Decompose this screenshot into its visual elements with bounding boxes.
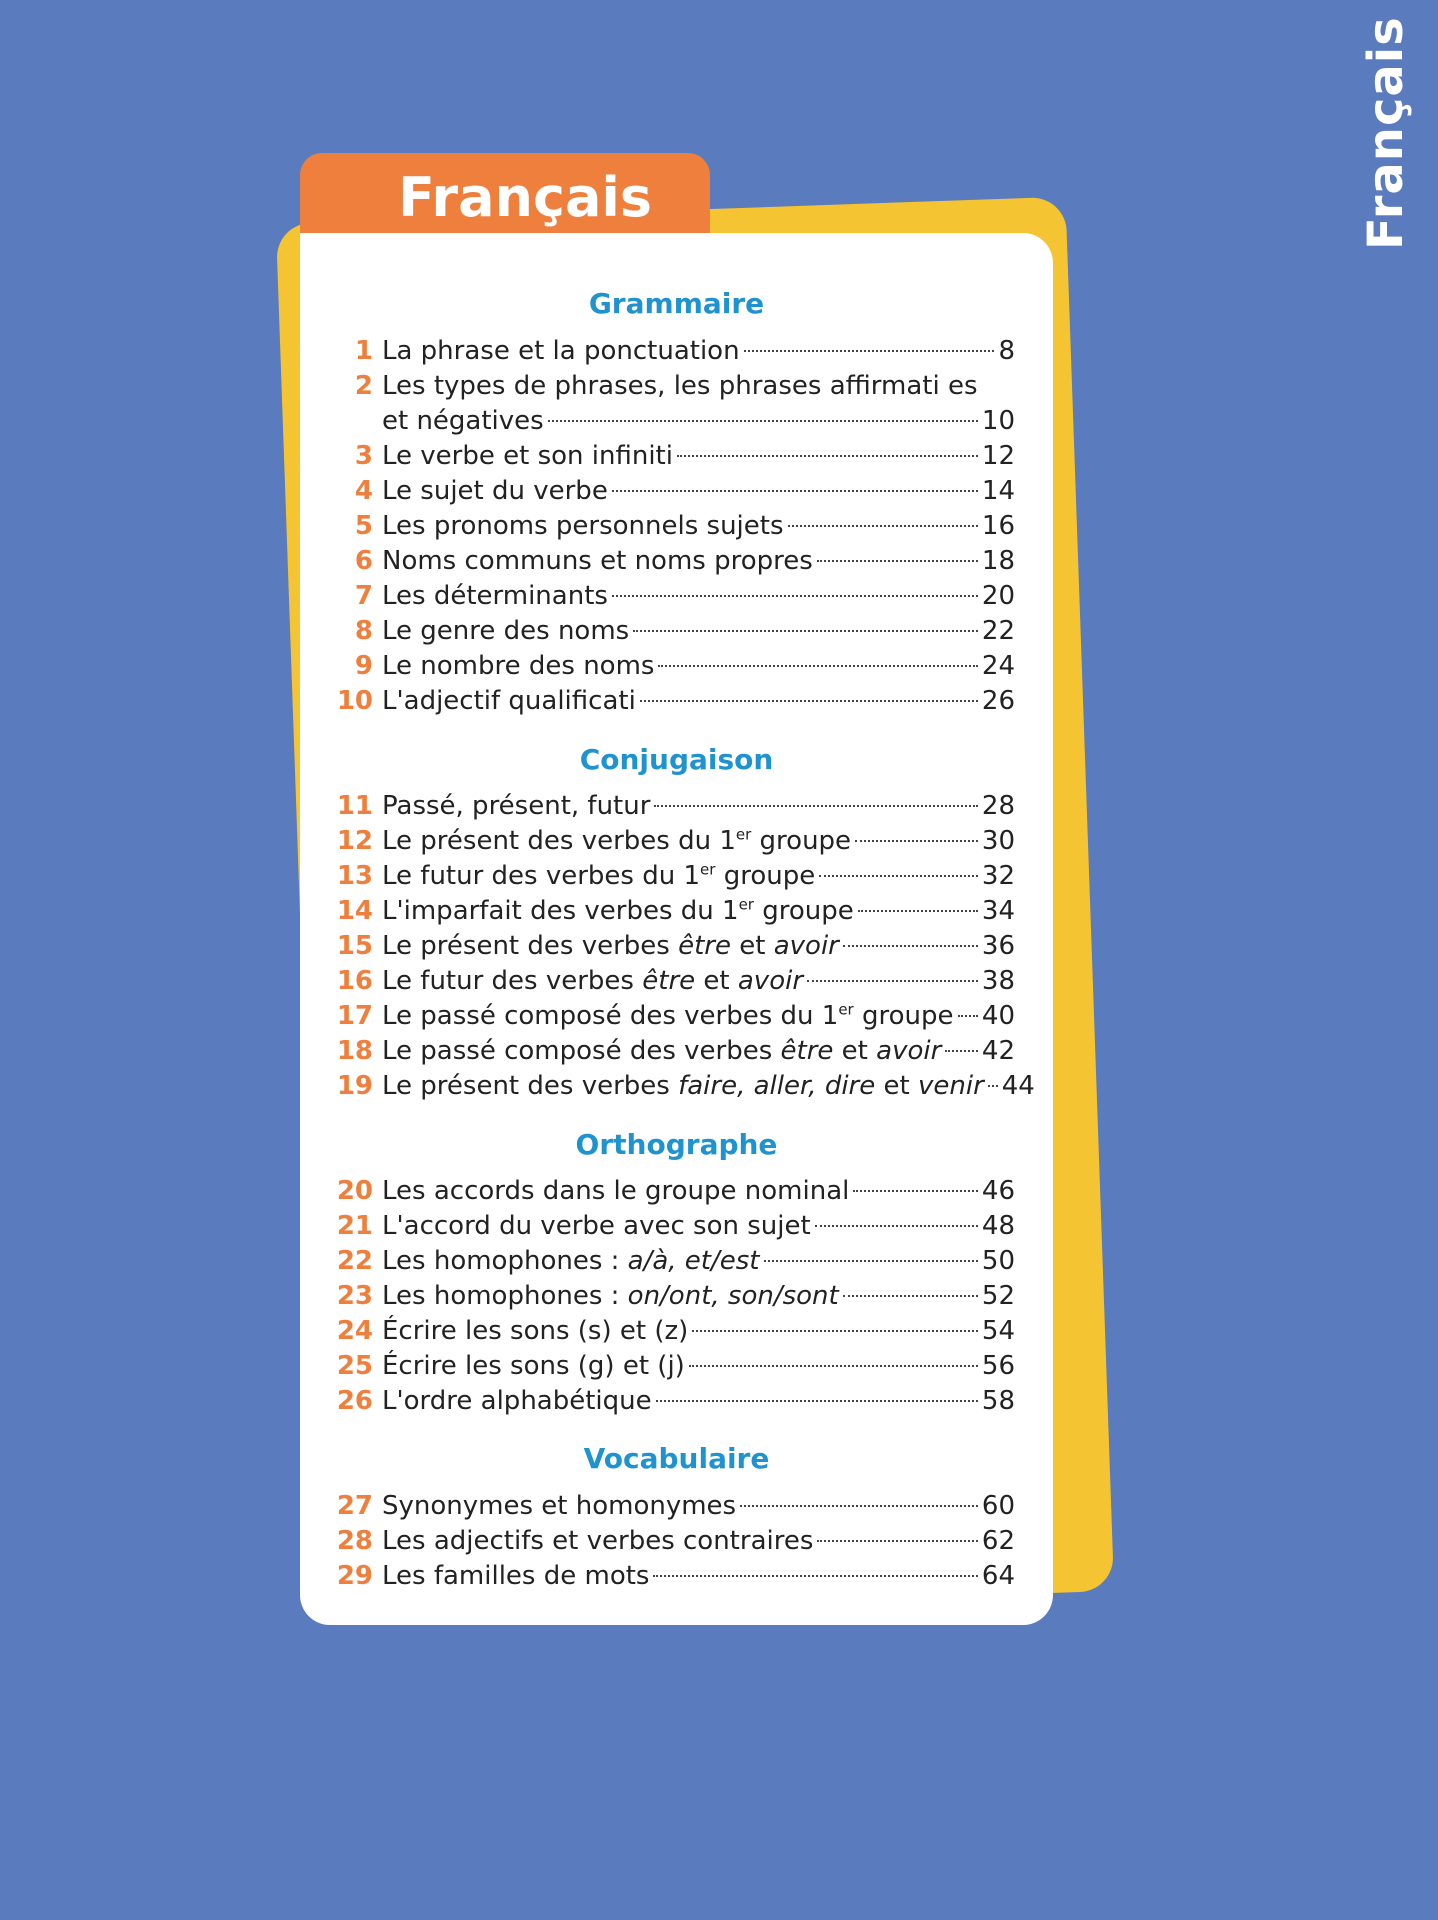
toc-entry[interactable] <box>335 789 1015 824</box>
side-title: Français <box>1358 16 1414 250</box>
toc-entry[interactable] <box>335 1384 1015 1419</box>
toc-entry-number: 22 <box>336 1246 373 1276</box>
toc-entry-title-continuation: et négatives <box>382 406 544 436</box>
toc-entry-number: 25 <box>336 1351 373 1381</box>
toc-entry-number: 26 <box>336 1386 373 1416</box>
toc-entry[interactable] <box>335 1069 1035 1104</box>
dot-leader <box>612 490 978 492</box>
toc-entry-page: 18 <box>981 546 1015 576</box>
dot-leader <box>815 1225 978 1227</box>
dot-leader <box>548 420 978 422</box>
toc-entry-title: Le passé composé des verbes du 1er groupe <box>382 1000 954 1031</box>
dot-leader <box>744 350 995 352</box>
toc-entry-page: 26 <box>981 686 1015 716</box>
toc-entry-page: 22 <box>981 616 1015 646</box>
dot-leader <box>692 1330 978 1332</box>
toc-entry-title: Passé, présent, futur <box>382 791 651 821</box>
dot-leader <box>612 595 978 597</box>
toc-entry-page: 16 <box>981 511 1015 541</box>
dot-leader <box>843 945 978 947</box>
toc-entry-title: Le présent des verbes être et avoir <box>382 931 839 961</box>
toc-entry-page: 36 <box>981 931 1015 961</box>
toc-entry[interactable] <box>335 579 1015 614</box>
toc-entry-title: Le futur des verbes être et avoir <box>382 966 804 996</box>
toc-entry-page: 14 <box>981 476 1015 506</box>
toc-entry-number: 5 <box>354 511 373 541</box>
toc-card <box>300 233 1053 1625</box>
toc-entry[interactable] <box>335 1314 1015 1349</box>
toc-entry-title: L'adjectif qualificati <box>382 686 636 716</box>
toc-entry[interactable] <box>335 474 1015 509</box>
toc-entry-number: 14 <box>336 896 373 926</box>
toc-entry-page: 62 <box>981 1526 1015 1556</box>
dot-leader <box>945 1050 978 1052</box>
toc-entry[interactable] <box>335 1559 1015 1594</box>
toc-entry-title: Le présent des verbes faire, aller, dire et venir <box>382 1071 984 1101</box>
toc-entry-number: 13 <box>336 861 373 891</box>
toc-entry-number: 17 <box>336 1001 373 1031</box>
toc-entry-number: 16 <box>336 966 373 996</box>
toc-entry-page: 30 <box>981 826 1015 856</box>
toc-entry[interactable] <box>335 1174 1015 1209</box>
toc-entry-title: Noms communs et noms propres <box>382 546 813 576</box>
toc-entry-title: Écrire les sons (s) et (z) <box>382 1316 689 1346</box>
dot-leader <box>788 525 978 527</box>
toc-entry[interactable] <box>335 999 1015 1034</box>
toc-entry-page: 42 <box>981 1036 1015 1066</box>
toc-entry-page: 48 <box>981 1211 1015 1241</box>
toc-entry-title: Synonymes et homonymes <box>382 1491 737 1521</box>
toc-entry-number: 10 <box>336 686 373 716</box>
dot-leader <box>656 1400 978 1402</box>
toc-entry[interactable] <box>335 684 1015 719</box>
toc-entry-page: 56 <box>981 1351 1015 1381</box>
toc-entry-title: L'ordre alphabétique <box>382 1386 652 1416</box>
dot-leader <box>677 455 978 457</box>
toc-entry-page: 46 <box>981 1176 1015 1206</box>
dot-leader <box>819 875 978 877</box>
toc-entry[interactable] <box>335 1524 1015 1559</box>
toc-entry[interactable] <box>335 369 1015 404</box>
toc-entry-title: Les adjectifs et verbes contraires <box>382 1526 814 1556</box>
toc-entry-title: L'imparfait des verbes du 1er groupe <box>382 895 854 926</box>
toc-entry-number: 29 <box>336 1561 373 1591</box>
toc-entry-page: 38 <box>981 966 1015 996</box>
dot-leader <box>843 1295 978 1297</box>
toc-entry-number: 21 <box>336 1211 373 1241</box>
section-title-grammaire: Grammaire <box>588 287 765 320</box>
toc-entry[interactable] <box>335 859 1015 894</box>
dot-leader <box>633 630 978 632</box>
section-title-vocabulaire: Vocabulaire <box>583 1442 770 1475</box>
toc-entry[interactable] <box>335 1349 1015 1384</box>
toc-entry-title: Le présent des verbes du 1er groupe <box>382 825 852 856</box>
dot-leader <box>858 910 978 912</box>
dot-leader <box>988 1085 998 1087</box>
toc-entry-page: 54 <box>981 1316 1015 1346</box>
toc-entry-number: 15 <box>336 931 373 961</box>
toc-entry[interactable] <box>335 894 1015 929</box>
toc-entry-page: 60 <box>981 1491 1015 1521</box>
toc-entry-page: 50 <box>981 1246 1015 1276</box>
toc-entry-title: Les homophones : on/ont, son/sont <box>382 1281 839 1311</box>
toc-entry-number: 1 <box>354 336 373 366</box>
toc-entry-title: Le sujet du verbe <box>382 476 608 506</box>
dot-leader <box>658 665 977 667</box>
dot-leader <box>817 560 978 562</box>
toc-entry[interactable] <box>335 1244 1015 1279</box>
toc-entry-page: 8 <box>998 336 1015 366</box>
toc-entry-page: 52 <box>981 1281 1015 1311</box>
dot-leader <box>640 700 978 702</box>
toc-entry[interactable] <box>335 1034 1015 1069</box>
toc-entry-title: L'accord du verbe avec son sujet <box>382 1211 811 1241</box>
dot-leader <box>958 1015 978 1017</box>
toc-entry-page: 32 <box>981 861 1015 891</box>
dot-leader <box>855 840 978 842</box>
toc-entry-page: 20 <box>981 581 1015 611</box>
dot-leader <box>853 1190 978 1192</box>
dot-leader <box>654 805 977 807</box>
toc-entry-number: 20 <box>336 1176 373 1206</box>
dot-leader <box>807 980 978 982</box>
toc-entry[interactable] <box>335 544 1015 579</box>
toc-entry-page: 10 <box>981 406 1015 436</box>
dot-leader <box>817 1540 978 1542</box>
toc-entry-page: 40 <box>981 1001 1015 1031</box>
toc-entry-title: Les pronoms personnels sujets <box>382 511 784 541</box>
toc-entry-number: 23 <box>336 1281 373 1311</box>
toc-entry-title: La phrase et la ponctuation <box>382 336 740 366</box>
section-title-conjugaison: Conjugaison <box>579 743 774 776</box>
toc-entry-page: 58 <box>981 1386 1015 1416</box>
toc-entry-continuation[interactable] <box>335 404 1015 439</box>
toc-entry[interactable] <box>335 334 1015 369</box>
toc-entry-page: 12 <box>981 441 1015 471</box>
toc-entry-number: 8 <box>354 616 373 646</box>
toc-entry-title: Le nombre des noms <box>382 651 655 681</box>
dot-leader <box>689 1365 978 1367</box>
toc-entry[interactable] <box>335 1489 1015 1524</box>
section-title-orthographe: Orthographe <box>575 1128 778 1161</box>
toc-entry-title: Le futur des verbes du 1er groupe <box>382 860 816 891</box>
toc-entry[interactable] <box>335 1209 1015 1244</box>
toc-entry-title: Les types de phrases, les phrases affirmati es <box>382 371 978 401</box>
toc-entry-number: 4 <box>354 476 373 506</box>
toc-entry-title: Les déterminants <box>382 581 608 611</box>
toc-entry-number: 12 <box>336 826 373 856</box>
toc-entry[interactable] <box>335 929 1015 964</box>
dot-leader <box>764 1260 978 1262</box>
toc-entry-number: 18 <box>336 1036 373 1066</box>
toc-entry-number: 24 <box>336 1316 373 1346</box>
toc-entry-page: 28 <box>981 791 1015 821</box>
toc-entry[interactable] <box>335 964 1015 999</box>
toc-entry-number: 28 <box>336 1526 373 1556</box>
toc-entry[interactable] <box>335 509 1015 544</box>
toc-entry-title: Les familles de mots <box>382 1561 650 1591</box>
toc-entry-title: Les accords dans le groupe nominal <box>382 1176 850 1206</box>
toc-entry-number: 11 <box>336 791 373 821</box>
toc-entry-number: 3 <box>354 441 373 471</box>
toc-entry-title: Le verbe et son infiniti <box>382 441 673 471</box>
toc-entry-title: Le genre des noms <box>382 616 630 646</box>
toc-entry[interactable] <box>335 824 1015 859</box>
toc-entry[interactable] <box>335 439 1015 474</box>
toc-entry-number: 6 <box>354 546 373 576</box>
toc-entry-number: 19 <box>336 1071 373 1101</box>
dot-leader <box>740 1505 978 1507</box>
toc-entry-number: 2 <box>354 371 373 401</box>
toc-entry-number: 7 <box>354 581 373 611</box>
toc-entry-title: Le passé composé des verbes être et avoir <box>382 1036 942 1066</box>
page-title: Français <box>398 166 653 229</box>
toc-entry[interactable] <box>335 1279 1015 1314</box>
toc-entry-title: Écrire les sons (g) et (j) <box>382 1351 685 1381</box>
toc-entry[interactable] <box>335 614 1015 649</box>
toc-entry[interactable] <box>335 649 1015 684</box>
toc-entry-title: Les homophones : a/à, et/est <box>382 1246 760 1276</box>
toc-entry-page: 44 <box>1001 1071 1035 1101</box>
dot-leader <box>653 1575 977 1577</box>
toc-entry-number: 27 <box>336 1491 373 1521</box>
toc-entry-page: 34 <box>981 896 1015 926</box>
toc-entry-page: 64 <box>981 1561 1015 1591</box>
toc-entry-page: 24 <box>981 651 1015 681</box>
toc-entry-number: 9 <box>354 651 373 681</box>
